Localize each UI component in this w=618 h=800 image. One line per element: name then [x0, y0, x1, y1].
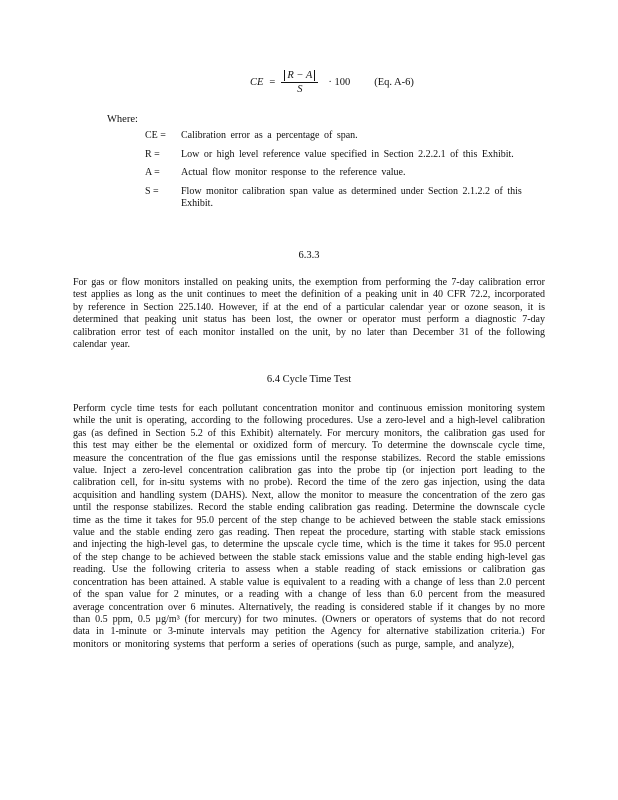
- definition-text: Flow monitor calibration span value as determined under Section 2.1.2.2 of this Exhibit.: [181, 185, 522, 209]
- equation-equals: =: [269, 77, 276, 88]
- definitions-list: [145, 130, 545, 217]
- equation-a6: [250, 70, 414, 95]
- definition-item: [145, 167, 545, 180]
- definition-item: [145, 130, 545, 143]
- equation-multiplier: · 100: [328, 77, 351, 88]
- section-paragraph-6-3-3: For gas or flow monitors installed on peaking units, the exemption from performing the 7-day calibration error test applies as long as the unit continues to meet the definition of a peaking unit in 40 CFR 72.2, incorporated by reference in Section 225.140. However, if at the end of a particular calendar year or ozone season, it is determined that peaking unit status has been lost, the owner or operator must perform a diagnostic 7-day calibration error test of each monitor installed on the unit, by no later than December 31 of the following calendar year.: [73, 277, 545, 351]
- definition-item: [145, 186, 545, 211]
- definition-symbol: R =: [145, 148, 160, 160]
- definition-symbol: S =: [145, 185, 159, 197]
- equation-lhs: CE: [250, 77, 264, 88]
- equation-denominator: S: [297, 84, 303, 95]
- equation-numerator: [281, 70, 318, 83]
- equation-numerator-text: R − A: [284, 70, 315, 81]
- section-paragraph-6-4: Perform cycle time tests for each pollutant concentration monitor and continuous emission monitoring system while the unit is operating, according to the following procedures. Use a zero-level and a high-level calibration gas (as defined in Section 5.2 of this Exhibit) alternately. For mercury monitors, the calibration gas used for this test may either be the elemental or oxidized form of mercury. To determine the downscale cycle time, measure the concentration of the flue gas emissions until the response stabilizes. Record the stable emissions value. Inject a zero-level concentration calibration gas into the probe tip (or injection port leading to the calibration cell, for in-situ systems with no probe). Record the time of the zero gas injection, using the data acquisition and handling system (DAHS). Next, allow the monitor to measure the concentration of the zero gas until the response stabilizes. Record the stable ending calibration gas reading. Determine the downscale cycle time as the time it takes for 95.0 percent of the step change to be achieved between the stable stack emissions value and the stable ending zero gas reading. Then repeat the procedure, starting with stable stack emissions and injecting the high-level gas, to determine the upscale cycle time, which is the time it takes for 95.0 percent of the step change to be achieved between the stable stack emissions value and the stable ending high-level gas reading. Use the following criteria to assess when a stable reading of stack emissions or calibration gas concentration has been attained. A stable value is equivalent to a reading with a change of less than 2.0 percent of the span value for 2 minutes, or a reading with a change of less than 6.0 percent from the measured average concentration over 6 minutes. Alternatively, the reading is considered stable if it changes by no more than 0.5 ppm, 0.5 µg/m³ (for mercury) for two minutes. (Owners or operators of systems that do not record data in 1-minute or 3-minute intervals may petition the Agency for alternative stabilization criteria.) For monitors or monitoring systems that perform a series of operations (such as purge, sample, and analyze),: [73, 403, 545, 650]
- definition-symbol: A =: [145, 167, 160, 178]
- definition-text: Calibration error as a percentage of span.: [181, 130, 358, 141]
- definition-item: [145, 149, 545, 162]
- equation-fraction: [281, 70, 318, 95]
- equation-label: (Eq. A-6): [374, 77, 414, 88]
- definition-text: Actual flow monitor response to the reference value.: [181, 167, 406, 178]
- section-heading-6-3-3: 6.3.3: [298, 250, 320, 261]
- definition-text: Low or high level reference value specified in Section 2.2.2.1 of this Exhibit.: [181, 148, 514, 160]
- where-label: Where:: [107, 114, 138, 125]
- section-heading-6-4: 6.4 Cycle Time Test: [266, 374, 352, 385]
- definition-symbol: CE =: [145, 130, 166, 141]
